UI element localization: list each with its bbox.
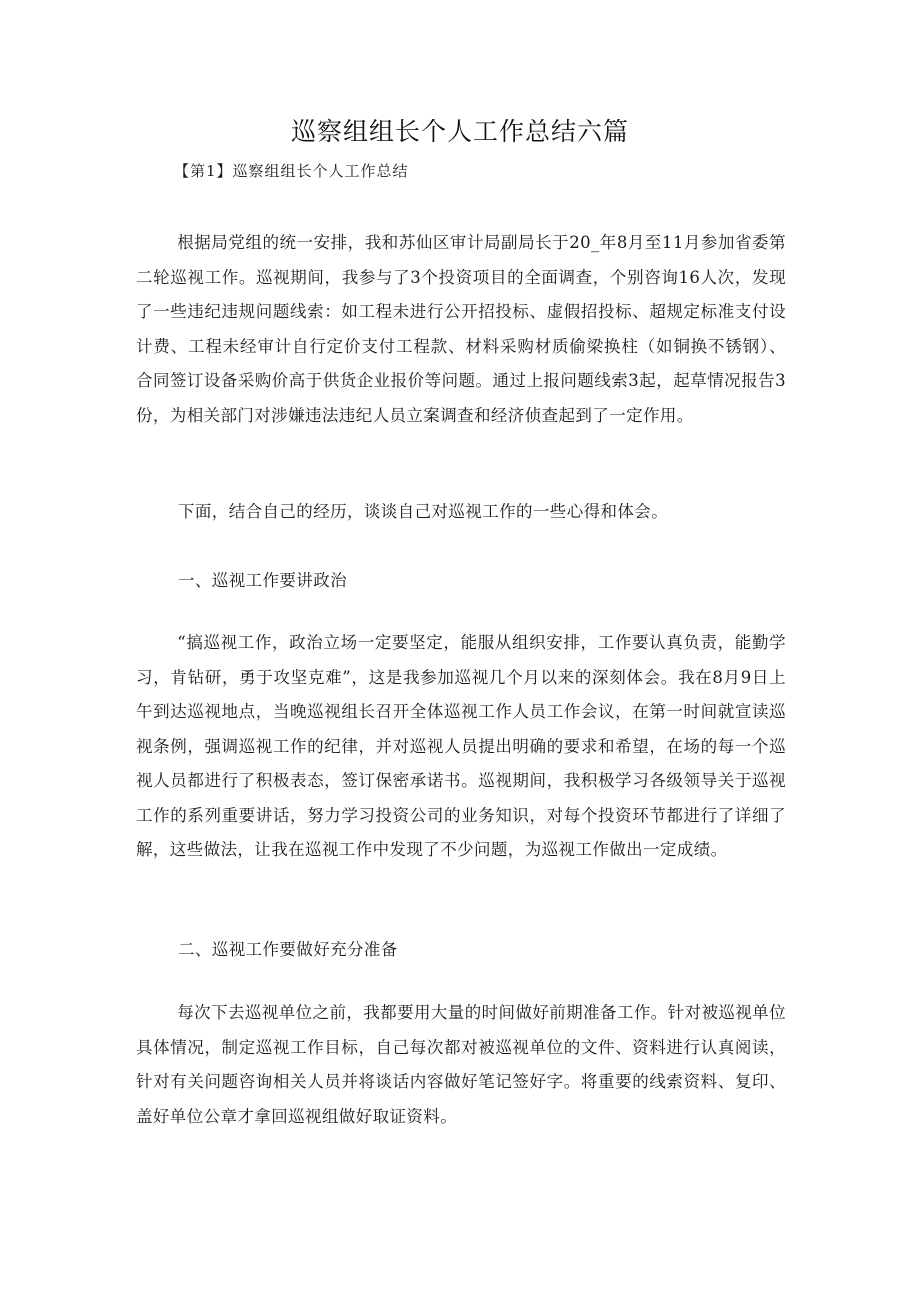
section-2-paragraph: 每次下去巡视单位之前，我都要用大量的时间做好前期准备工作。针对被巡视单位具体情况，制定巡视工作目标，自己每次都对被巡视单位的文件、资料进行认真阅读，针对有关问题咨询相关人员并将谈话内容做好笔记签好字。将重要的线索资料、复印、盖好单位公章才拿回巡视组做好取证资料。 <box>136 1003 786 1126</box>
section-heading-2: 二、巡视工作要做好充分准备 <box>178 940 398 959</box>
intro-paragraph: 根据局党组的统一安排，我和苏仙区审计局副局长于20_年8月至11月参加省委第二轮巡视工作。巡视期间，我参与了3个投资项目的全面调查，个别咨询16人次，发现了一些违纪违规问题线索：如工程未进行公开招投标、虚假招投标、超规定标准支付设计费、工程未经审计自行定价支付工程款、材料采购材质偷梁换柱（如铜换不锈钢）、合同签订设备采购价高于供货企业报价等问题。通过上报问题线索3起，起草情况报告3份，为相关部门对涉嫌违法违纪人员立案调查和经济侦查起到了一定作用。 <box>136 233 786 425</box>
section-heading-1: 一、巡视工作要讲政治 <box>178 571 347 590</box>
section-1-paragraph: “搞巡视工作，政治立场一定要坚定，能服从组织安排，工作要认真负责，能勤学习，肯钻研，勇于攻坚克难”，这是我参加巡视几个月以来的深刻体会。我在8月9日上午到达巡视地点，当晚巡视组长召开全体巡视工作人员工作会议，在第一时间就宣读巡视条例，强调巡视工作的纪律，并对巡视人员提出明确的要求和希望，在场的每一个巡视人员都进行了积极表态，签订保密承诺书。巡视期间，我积极学习各级领导关于巡视工作的系列重要讲话，努力学习投资公司的业务知识，对每个投资环节都进行了详细了解，这些做法，让我在巡视工作中发现了不少问题，为巡视工作做出一定成绩。 <box>136 633 786 859</box>
document-title: 巡察组组长个人工作总结六篇 <box>290 117 629 146</box>
transition-paragraph: 下面，结合自己的经历，谈谈自己对巡视工作的一些心得和体会。 <box>178 502 669 521</box>
document-subtitle: 【第1】巡察组组长个人工作总结 <box>174 162 409 180</box>
